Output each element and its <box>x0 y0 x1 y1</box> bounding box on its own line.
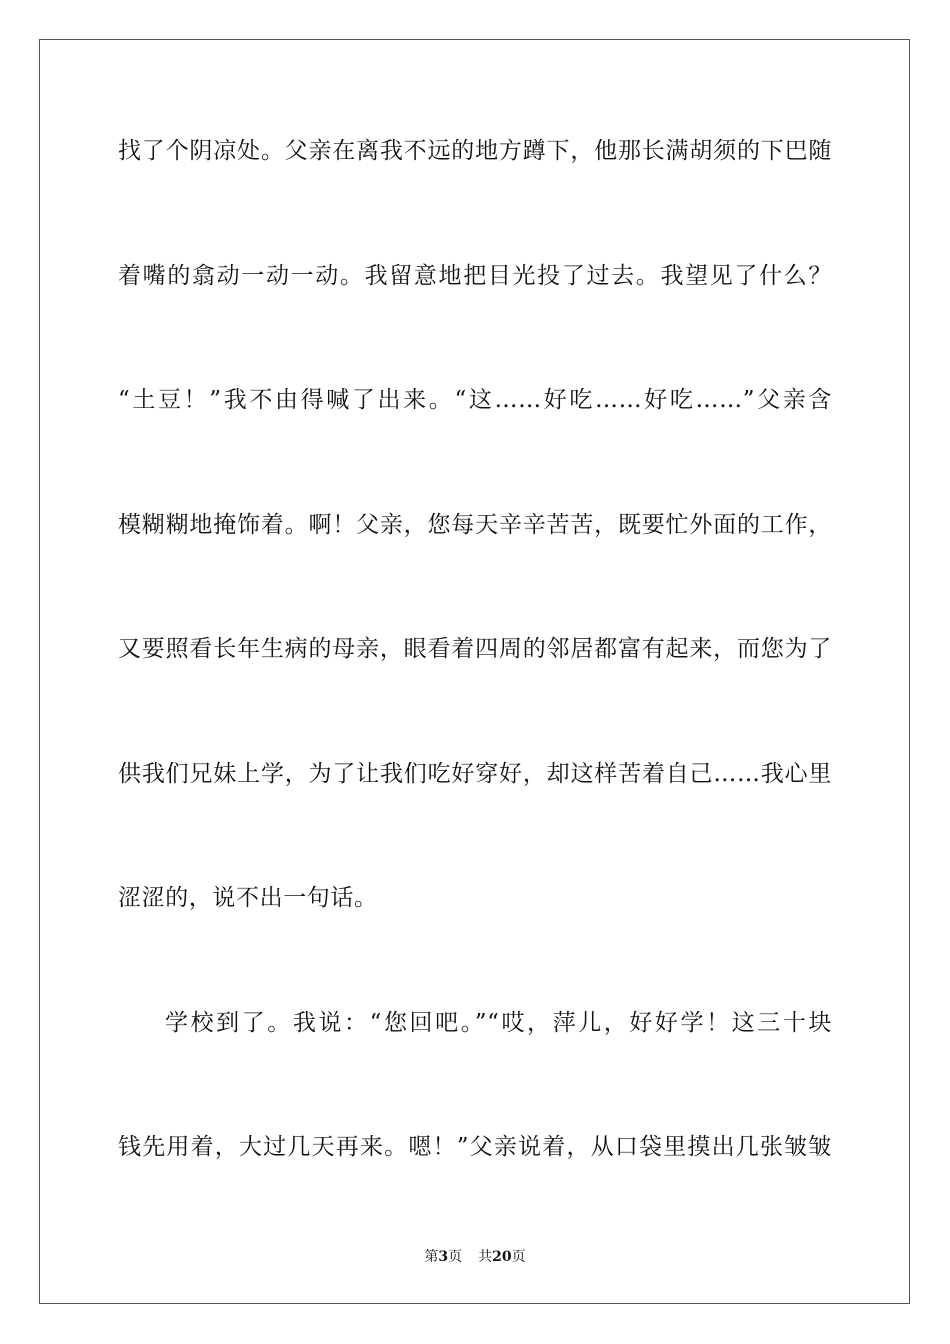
body-line-4: 模糊糊地掩饰着。啊！父亲，您每天辛辛苦苦，既要忙外面的工作， <box>118 512 832 538</box>
footer-total-suffix: 页 <box>511 1249 526 1265</box>
page-footer <box>0 1248 950 1266</box>
footer-page-prefix: 第 <box>424 1249 439 1265</box>
body-line-7: 涩涩的，说不出一句话。 <box>118 885 378 911</box>
footer-page-number: 3 <box>438 1249 449 1265</box>
body-line-2: 着嘴的翕动一动一动。我留意地把目光投了过去。我望见了什么？ <box>118 263 832 289</box>
page-frame <box>39 39 910 1304</box>
body-line-6: 供我们兄妹上学，为了让我们吃好穿好，却这样苦着自己……我心里 <box>118 761 832 787</box>
body-line-1: 找了个阴凉处。父亲在离我不远的地方蹲下，他那长满胡须的下巴随 <box>118 138 832 164</box>
footer-total-number: 20 <box>492 1249 512 1265</box>
body-line-9: 钱先用着，大过几天再来。嗯！”父亲说着，从口袋里摸出几张皱皱 <box>118 1134 832 1160</box>
body-line-5: 又要照看长年生病的母亲，眼看着四周的邻居都富有起来，而您为了 <box>118 636 832 662</box>
body-line-8: 学校到了。我说：“您回吧。”“哎，萍儿，好好学！这三十块 <box>165 1010 832 1036</box>
footer-page-suffix: 页 <box>448 1249 463 1265</box>
body-line-3: “土豆！”我不由得喊了出来。“这……好吃……好吃……”父亲含 <box>118 387 832 413</box>
footer-total-prefix: 共 <box>478 1249 493 1265</box>
